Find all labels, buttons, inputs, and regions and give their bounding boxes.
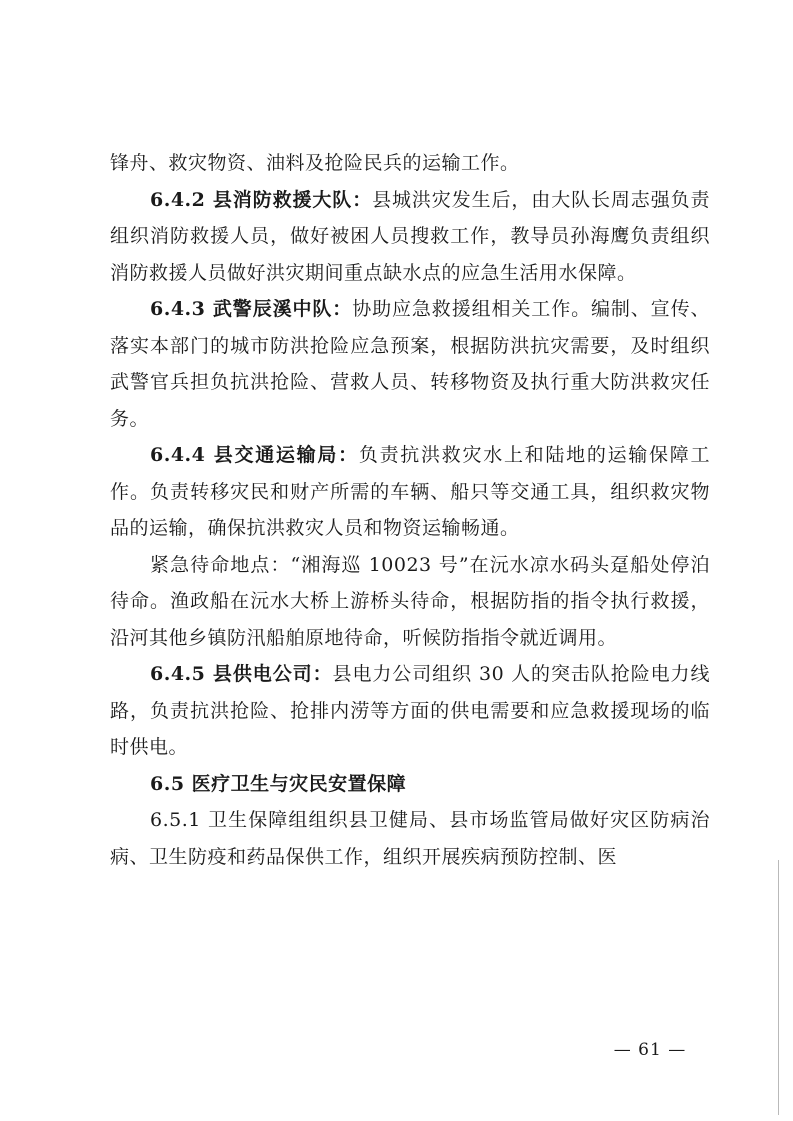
section-6-5-1-paragraph: 6.5.1 卫生保障组组织县卫健局、县市场监管局做好灾区防病治病、卫生防疫和药品保供工作，组织开展疾病预防控制、医 [110,809,710,868]
item-6-4-4-body: 负责抗洪救灾水上和陆地的运输保障工作。负责转移灾民和财产所需的车辆、船只等交通工具，组织救灾物品的运输，确保抗洪救灾人员和物资运输畅通。 [110,444,710,539]
item-6-4-2-body: 县城洪灾发生后，由大队长周志强负责组织消防救援人员，做好被困人员搜救工作，教导员孙海鹰负责组织消防救援人员做好洪灾期间重点缺水点的应急生活用水保障。 [110,188,710,284]
body-text [110,145,710,875]
scan-edge-line [778,860,779,1115]
page-number: — 61 — [613,1040,687,1060]
section-6-5-title: 6.5 医疗卫生与灾民安置保障 [150,772,407,795]
item-6-4-4-paragraph [110,437,710,547]
item-6-4-2-heading: 6.4.2 县消防救援大队： [150,188,373,211]
item-6-4-5-paragraph [110,656,710,766]
item-6-4-3-paragraph [110,291,710,437]
continuation-paragraph: 锋舟、救灾物资、油料及抢险民兵的运输工作。 [110,152,520,174]
item-6-4-5-body: 县电力公司组织 30 人的突击队抢险电力线路，负责抗洪抢险、抢排内涝等方面的供电需要和应急救援现场的临时供电。 [110,663,710,758]
item-6-4-2-paragraph [110,182,710,292]
item-6-4-3-body: 协助应急救援组相关工作。编制、宣传、落实本部门的城市防洪抢险应急预案，根据防洪抗灾需要，及时组织武警官兵担负抗洪抢险、营救人员、转移物资及执行重大防洪救灾任务。 [110,298,710,430]
item-6-4-5-heading: 6.4.5 县供电公司： [150,663,333,685]
item-6-4-3-heading: 6.4.3 武警辰溪中队： [150,298,353,320]
standby-paragraph: 紧急待命地点：“湘海巡 10023 号”在沅水凉水码头趸船处停泊待命。渔政船在沅水大桥上游桥头待命，根据防指的指令执行救援，沿河其他乡镇防汛船舶原地待命，听候防指指令就近调用。 [110,553,710,649]
item-6-4-4-heading: 6.4.4 县交通运输局： [150,444,359,466]
